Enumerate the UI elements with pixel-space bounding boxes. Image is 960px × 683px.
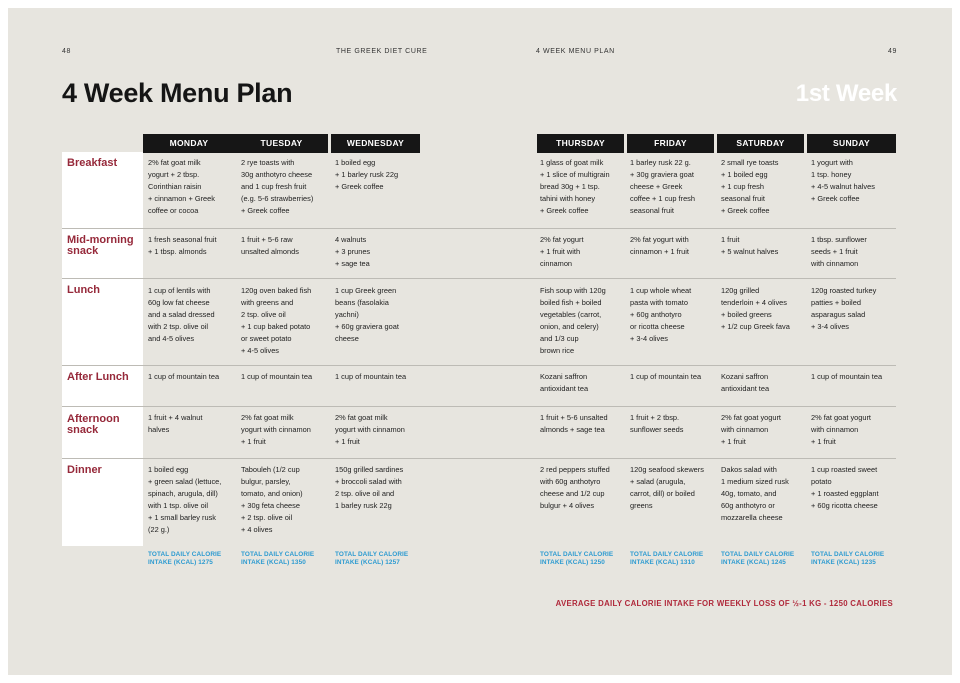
row-divider (62, 278, 896, 279)
menu-cell-afternoon-snack-tuesday: 2% fat goat milk yogurt with cinnamon + 1 fruit (241, 413, 311, 446)
menu-cell-mid-morning-snack-friday: 2% fat yogurt with cinnamon + 1 fruit (630, 235, 689, 256)
menu-cell-lunch-wednesday: 1 cup Greek green beans (fasolakia yachni) + 60g graviera goat cheese (335, 286, 399, 343)
day-header-sunday: SUNDAY (807, 134, 896, 153)
running-header-book-title: THE GREEK DIET CURE (336, 48, 428, 55)
daily-calorie-total-tuesday: TOTAL DAILY CALORIE INTAKE (KCAL) 1350 (241, 551, 315, 566)
menu-cell-after-lunch-friday: 1 cup of mountain tea (630, 372, 702, 381)
meal-label-mid-morning-snack: Mid-morning snack (67, 234, 134, 257)
menu-cell-breakfast-saturday: 2 small rye toasts + 1 boiled egg + 1 cup fresh seasonal fruit + Greek coffee (721, 158, 779, 215)
menu-cell-lunch-friday: 1 cup whole wheat pasta with tomato + 60g anthotyro or ricotta cheese + 3-4 olives (630, 286, 692, 343)
day-header-friday: FRIDAY (627, 134, 714, 153)
menu-cell-dinner-saturday: Dakos salad with 1 medium sized rusk 40g, tomato, and 60g anthotyro or mozzarella cheese (721, 465, 789, 522)
meal-label-column (62, 152, 143, 546)
menu-cell-dinner-sunday: 1 cup roasted sweet potato + 1 roasted eggplant + 60g ricotta cheese (811, 465, 879, 510)
menu-cell-afternoon-snack-sunday: 2% fat goat yogurt with cinnamon + 1 fruit (811, 413, 871, 446)
daily-calorie-total-saturday: TOTAL DAILY CALORIE INTAKE (KCAL) 1245 (721, 551, 795, 566)
daily-calorie-total-sunday: TOTAL DAILY CALORIE INTAKE (KCAL) 1235 (811, 551, 885, 566)
menu-cell-mid-morning-snack-thursday: 2% fat yogurt + 1 fruit with cinnamon (540, 235, 584, 268)
menu-cell-breakfast-tuesday: 2 rye toasts with 30g anthotyro cheese and 1 cup fresh fruit (e.g. 5-6 strawberries) + Greek coffee (241, 158, 314, 215)
menu-cell-after-lunch-tuesday: 1 cup of mountain tea (241, 372, 313, 381)
menu-cell-breakfast-thursday: 1 glass of goat milk + 1 slice of multigrain bread 30g + 1 tsp. tahini with honey + Greek coffee (540, 158, 610, 215)
menu-cell-dinner-monday: 1 boiled egg + green salad (lettuce, spinach, arugula, dill) with 1 tsp. olive oil + 1 small barley rusk (22 g.) (148, 465, 222, 534)
menu-cell-dinner-friday: 120g seafood skewers + salad (arugula, carrot, dill) or boiled greens (630, 465, 704, 510)
menu-cell-mid-morning-snack-saturday: 1 fruit + 5 walnut halves (721, 235, 779, 256)
menu-cell-afternoon-snack-thursday: 1 fruit + 5-6 unsalted almonds + sage tea (540, 413, 608, 434)
row-divider (62, 228, 896, 229)
menu-cell-breakfast-friday: 1 barley rusk 22 g. + 30g graviera goat cheese + Greek coffee + 1 cup fresh seasonal fruit (630, 158, 695, 215)
menu-cell-dinner-tuesday: Tabouleh (1/2 cup bulgur, parsley, tomato, and onion) + 30g feta cheese + 2 tsp. olive oil + 4 olives (241, 465, 303, 534)
menu-cell-after-lunch-saturday: Kozani saffron antioxidant tea (721, 372, 770, 393)
menu-cell-afternoon-snack-saturday: 2% fat goat yogurt with cinnamon + 1 fruit (721, 413, 781, 446)
menu-cell-afternoon-snack-monday: 1 fruit + 4 walnut halves (148, 413, 203, 434)
menu-cell-after-lunch-wednesday: 1 cup of mountain tea (335, 372, 407, 381)
row-divider (62, 406, 896, 407)
row-divider (62, 365, 896, 366)
menu-cell-after-lunch-thursday: Kozani saffron antioxidant tea (540, 372, 589, 393)
daily-calorie-total-monday: TOTAL DAILY CALORIE INTAKE (KCAL) 1275 (148, 551, 222, 566)
day-header-monday: MONDAY (143, 134, 235, 153)
menu-cell-breakfast-wednesday: 1 boiled egg + 1 barley rusk 22g + Greek coffee (335, 158, 399, 191)
menu-cell-after-lunch-monday: 1 cup of mountain tea (148, 372, 220, 381)
menu-cell-breakfast-monday: 2% fat goat milk yogurt + 2 tbsp. Corinthian raisin + cinnamon + Greek coffee or cocoa (148, 158, 215, 215)
day-header-wednesday: WEDNESDAY (331, 134, 420, 153)
menu-cell-breakfast-sunday: 1 yogurt with 1 tsp. honey + 4-5 walnut halves + Greek coffee (811, 158, 875, 203)
menu-cell-mid-morning-snack-wednesday: 4 walnuts + 3 prunes + sage tea (335, 235, 371, 268)
page-number-left: 48 (62, 48, 71, 55)
menu-cell-lunch-thursday: Fish soup with 120g boiled fish + boiled vegetables (carrot, onion, and celery) and 1/3 cup brown rice (540, 286, 606, 355)
day-header-tuesday: TUESDAY (235, 134, 328, 153)
day-header-saturday: SATURDAY (717, 134, 804, 153)
menu-cell-lunch-saturday: 120g grilled tenderloin + 4 olives + boiled greens + 1/2 cup Greek fava (721, 286, 790, 331)
daily-calorie-total-wednesday: TOTAL DAILY CALORIE INTAKE (KCAL) 1257 (335, 551, 409, 566)
menu-cell-dinner-thursday: 2 red peppers stuffed with 60g anthotyro cheese and 1/2 cup bulgur + 4 olives (540, 465, 610, 510)
menu-cell-afternoon-snack-wednesday: 2% fat goat milk yogurt with cinnamon + 1 fruit (335, 413, 405, 446)
menu-cell-lunch-tuesday: 120g oven baked fish with greens and 2 tsp. olive oil + 1 cup baked potato or sweet potato + 4-5 olives (241, 286, 312, 355)
daily-calorie-total-thursday: TOTAL DAILY CALORIE INTAKE (KCAL) 1250 (540, 551, 614, 566)
average-calorie-note: AVERAGE DAILY CALORIE INTAKE FOR WEEKLY LOSS OF ½-1 KG - 1250 CALORIES (555, 599, 893, 608)
menu-cell-afternoon-snack-friday: 1 fruit + 2 tbsp. sunflower seeds (630, 413, 684, 434)
menu-cell-mid-morning-snack-sunday: 1 tbsp. sunflower seeds + 1 fruit with cinnamon (811, 235, 867, 268)
menu-cell-lunch-sunday: 120g roasted turkey patties + boiled asparagus salad + 3-4 olives (811, 286, 877, 331)
meal-label-afternoon-snack: Afternoon snack (67, 413, 120, 436)
meal-label-lunch: Lunch (67, 284, 100, 296)
row-divider (62, 458, 896, 459)
meal-label-after-lunch: After Lunch (67, 371, 129, 383)
menu-cell-mid-morning-snack-monday: 1 fresh seasonal fruit + 1 tbsp. almonds (148, 235, 217, 256)
page-title: 4 Week Menu Plan (62, 78, 293, 108)
meal-label-dinner: Dinner (67, 464, 102, 476)
daily-calorie-total-friday: TOTAL DAILY CALORIE INTAKE (KCAL) 1310 (630, 551, 704, 566)
menu-cell-mid-morning-snack-tuesday: 1 fruit + 5-6 raw unsalted almonds (241, 235, 299, 256)
menu-cell-dinner-wednesday: 150g grilled sardines + broccoli salad with 2 tsp. olive oil and 1 barley rusk 22g (335, 465, 404, 510)
running-header-section: 4 WEEK MENU PLAN (536, 48, 615, 55)
page-number-right: 49 (888, 48, 897, 55)
menu-cell-after-lunch-sunday: 1 cup of mountain tea (811, 372, 883, 381)
meal-label-breakfast: Breakfast (67, 157, 118, 169)
menu-cell-lunch-monday: 1 cup of lentils with 60g low fat cheese and a salad dressed with 2 tsp. olive oil and 4-5 olives (148, 286, 215, 343)
week-label: 1st Week (795, 80, 897, 107)
day-header-thursday: THURSDAY (537, 134, 624, 153)
